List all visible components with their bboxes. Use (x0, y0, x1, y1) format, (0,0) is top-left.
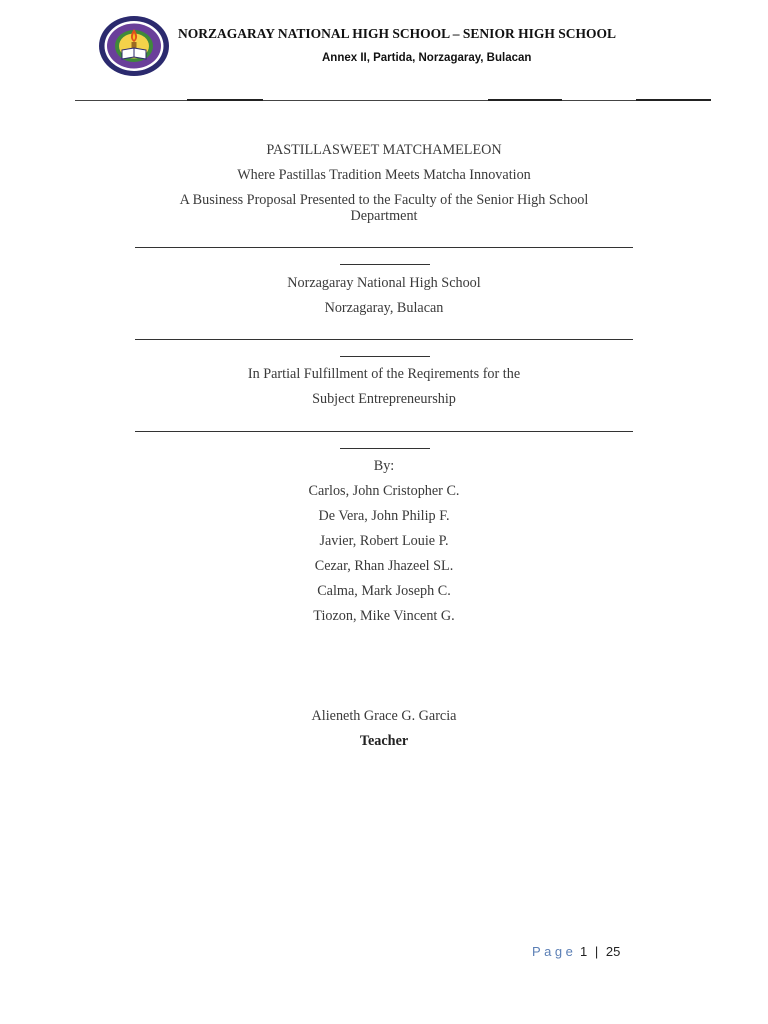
section-divider-short (340, 448, 430, 449)
author-name: Calma, Mark Joseph C. (317, 583, 451, 599)
author-name: Tiozon, Mike Vincent G. (313, 608, 455, 624)
section-divider (135, 339, 633, 340)
proposal-subtitle: Where Pastillas Tradition Meets Matcha Innovation (237, 167, 531, 183)
school-address: Annex II, Partida, Norzagaray, Bulacan (322, 52, 532, 64)
authors-label: By: (373, 458, 395, 474)
page-total: 25 (605, 944, 621, 959)
page-number: 1 (580, 944, 588, 959)
proposal-title: PASTILLASWEET MATCHAMELEON (266, 142, 502, 158)
section-divider (135, 247, 633, 248)
fulfillment-line-1: In Partial Fulfillment of the Reqirements for the (247, 366, 521, 382)
section-divider-short (340, 264, 430, 265)
fulfillment-line-2: Subject Entrepreneurship (312, 391, 456, 407)
institution-location: Norzagaray, Bulacan (324, 300, 444, 316)
institution-name: Norzagaray National High School (287, 275, 481, 291)
author-name: Carlos, John Cristopher C. (308, 483, 460, 499)
author-name: Cezar, Rhan Jhazeel SL. (314, 558, 454, 574)
page-label: Page (532, 944, 577, 959)
section-divider (135, 431, 633, 432)
page-footer (532, 944, 620, 959)
author-name: De Vera, John Philip F. (318, 508, 450, 524)
teacher-role: Teacher (359, 733, 409, 749)
school-seal-icon (98, 15, 170, 77)
section-divider-short (340, 356, 430, 357)
page-separator: | (594, 944, 599, 959)
school-name: NORZAGARAY NATIONAL HIGH SCHOOL – SENIOR HIGH SCHOOL (178, 26, 616, 41)
author-name: Javier, Robert Louie P. (319, 533, 449, 549)
proposal-description: A Business Proposal Presented to the Faculty of the Senior High School Department (179, 192, 589, 224)
teacher-name: Alieneth Grace G. Garcia (311, 708, 457, 724)
